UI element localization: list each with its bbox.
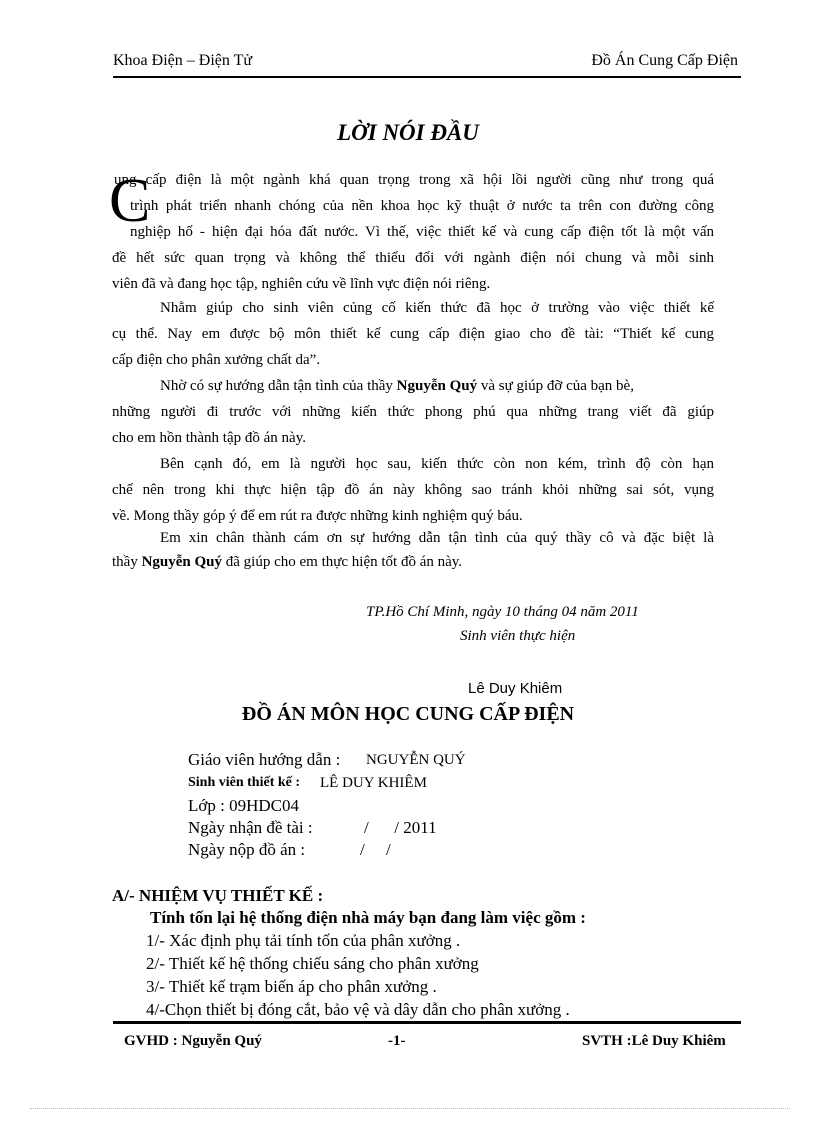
para5-text: thầy <box>112 554 142 570</box>
footer-left: GVHD : Nguyễn Quý <box>124 1033 262 1049</box>
task-item: 2/- Thiết kế hệ thống chiếu sáng cho phân xưởng <box>146 954 479 973</box>
advisor-name-bold: Nguyễn Quý <box>396 378 478 394</box>
para2-line: cụ thể. Nay em được bộ môn thiết kế cung cấp điện giao cho đề tài: “Thiết kế cung <box>112 326 714 342</box>
para4-line: về. Mong thầy góp ý để em rút ra được những kinh nghiệm quý báu. <box>112 508 523 524</box>
page-bottom-divider <box>30 1108 790 1109</box>
para5-line-2 <box>112 549 462 575</box>
submit-label: Ngày nộp đồ án : <box>188 840 306 859</box>
advisor-value: NGUYỄN QUÝ <box>366 752 466 768</box>
signature-role: Sinh viên thực hiện <box>460 628 576 644</box>
student-label: Sinh viên thiết kế : <box>188 775 301 790</box>
page-number: -1- <box>388 1033 406 1049</box>
para2-line: Nhằm giúp cho sinh viên củng cố kiến thức đã học ở trường vào việc thiết kế <box>160 300 714 316</box>
task-item: 3/- Thiết kế trạm biến áp cho phân xưởng . <box>146 977 437 996</box>
task-item: 4/-Chọn thiết bị đóng cắt, bảo vệ và dây dẫn cho phân xưởng . <box>146 1000 570 1019</box>
received-label: Ngày nhận đề tài : <box>188 818 313 837</box>
para3-line: cho em hồn thành tập đồ án này. <box>112 430 306 446</box>
para5-text: đã giúp cho em thực hiện tốt đồ án này. <box>222 554 463 570</box>
advisor-name-bold: Nguyễn Quý <box>141 554 223 570</box>
intro-line: nghiệp hố - hiện đại hóa đất nước. Vì thế, việc thiết kế và cung cấp điện tốt là một vấn <box>130 224 714 240</box>
student-value: LÊ DUY KHIÊM <box>320 775 427 791</box>
para4-line: chế nên trong khi thực hiện tập đồ án này không sao tránh khỏi những sai sót, vụng <box>112 482 714 498</box>
signature-name: Lê Duy Khiêm <box>468 680 563 697</box>
para3-text: Nhờ có sự hướng dẫn tận tình của thầy <box>160 378 397 394</box>
drop-cap: C <box>109 167 151 235</box>
intro-line: ung cấp điện là một ngành khá quan trọng trong xã hội lồi người cũng như trong quá <box>114 172 714 188</box>
para3-line-1 <box>160 373 714 399</box>
tasks-subheading: Tính tốn lại hệ thống điện nhà máy bạn đang làm việc gồm : <box>150 908 586 927</box>
para4-line: Bên cạnh đó, em là người học sau, kiến thức còn non kém, trình độ còn hạn <box>160 456 714 472</box>
intro-line: trình phát triển nhanh chóng của nền khoa học kỹ thuật ở nước ta trên con đường công <box>130 198 714 214</box>
project-title: ĐỒ ÁN MÔN HỌC CUNG CẤP ĐIỆN <box>241 703 575 725</box>
task-item: 1/- Xác định phụ tải tính tốn của phân xưởng . <box>146 931 461 950</box>
header-rule <box>113 76 741 78</box>
para3-text: và sự giúp đỡ của bạn bè, <box>477 378 634 394</box>
intro-line: viên đã và đang học tập, nghiên cứu về lĩnh vực điện nói riêng. <box>112 276 491 292</box>
class-text: Lớp : 09HDC04 <box>188 796 299 815</box>
submit-value: / / <box>360 840 391 859</box>
advisor-label: Giáo viên hướng dẫn : <box>188 750 341 769</box>
place-date: TP.Hồ Chí Minh, ngày 10 tháng 04 năm 2011 <box>366 604 639 620</box>
para3-line: những người đi trước với những kiến thức phong phú qua những trang viết đã giúp <box>112 404 714 420</box>
footer-right: SVTH :Lê Duy Khiêm <box>582 1033 726 1049</box>
para2-line: cấp điện cho phân xưởng chất da”. <box>112 352 321 368</box>
page-title: LỜI NÓI ĐẦU <box>337 120 479 145</box>
footer-rule <box>113 1021 741 1024</box>
para5-line: Em xin chân thành cám ơn sự hướng dẫn tận tình của quý thầy cô và đặc biệt là <box>160 530 714 546</box>
received-value: / / 2011 <box>364 818 437 837</box>
header-right: Đồ Án Cung Cấp Điện <box>591 52 738 69</box>
intro-line: đề hết sức quan trọng và không thể thiếu đối với ngành điện nói chung và mỗi sinh <box>112 250 714 266</box>
tasks-heading: A/- NHIỆM VỤ THIẾT KẾ : <box>112 886 324 905</box>
header-left: Khoa Điện – Điện Tử <box>113 52 253 69</box>
